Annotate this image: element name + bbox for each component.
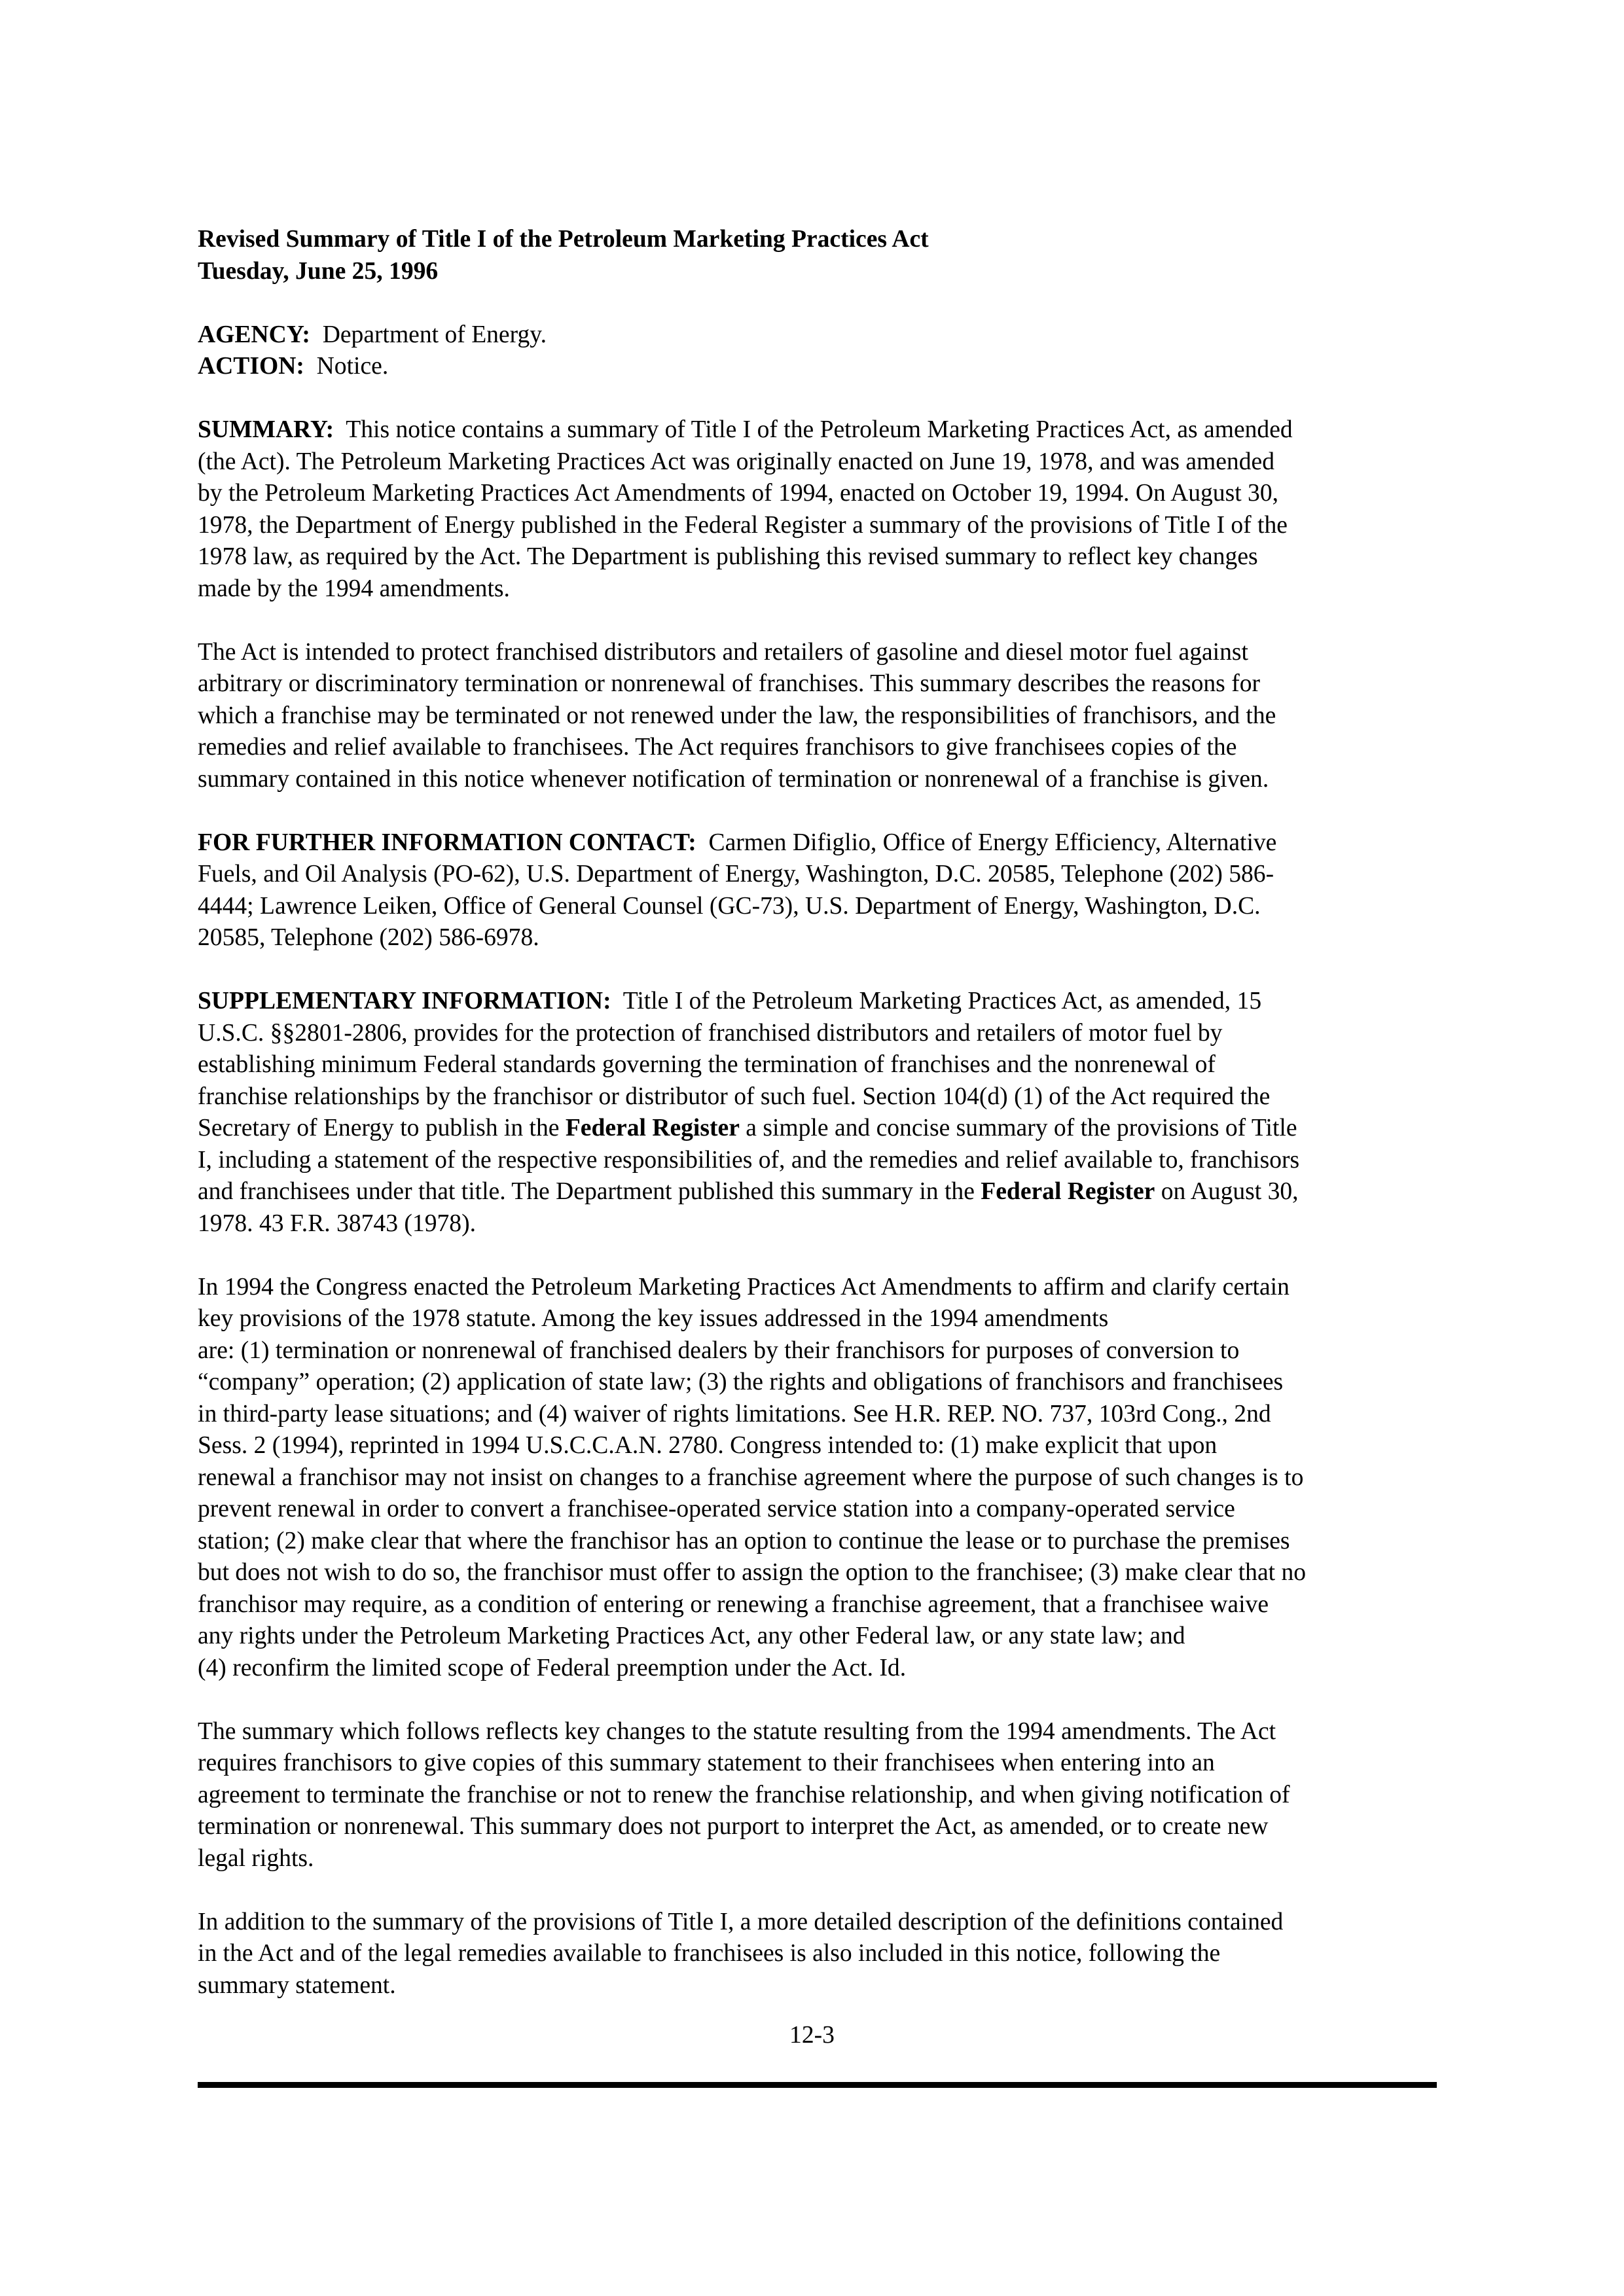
supplementary-line: 1978. 43 F.R. 38743 (1978). — [198, 1210, 476, 1237]
federal-register-emphasis: Federal Register — [981, 1178, 1155, 1205]
supplementary-label: SUPPLEMENTARY INFORMATION: — [198, 988, 611, 1014]
text-run: on August 30, — [1155, 1178, 1299, 1205]
paragraph-line: summary contained in this notice whenever notification of termination or nonrenewal of a franchise is given. — [198, 765, 1269, 793]
supplementary-line: establishing minimum Federal standards governing the termination of franchises and the nonrenewal of — [198, 1051, 1216, 1078]
paragraph-line: remedies and relief available to franchisees. The Act requires franchisors to give franchisees copies of the — [198, 734, 1237, 761]
paragraph-line: arbitrary or discriminatory termination or nonrenewal of franchises. This summary describes the reasons for — [198, 670, 1261, 697]
paragraph-line: The summary which follows reflects key changes to the statute resulting from the 1994 amendments. The Act — [198, 1717, 1276, 1745]
supplementary-line: I, including a statement of the respective responsibilities of, and the remedies and relief available to, franchisors — [198, 1146, 1300, 1174]
text-run: a simple and concise summary of the provisions of Title — [739, 1115, 1297, 1141]
document-title: Revised Summary of Title I of the Petroleum Marketing Practices Act — [198, 226, 929, 253]
paragraph-line: Sess. 2 (1994), reprinted in 1994 U.S.C.C.A.N. 2780. Congress intended to: (1) make explicit that upon — [198, 1432, 1218, 1459]
agency-value: Department of Energy. — [322, 321, 547, 348]
document-body — [198, 224, 1438, 2001]
agency-line — [198, 319, 1438, 351]
supplementary-section — [198, 986, 1438, 1240]
paragraph-line: termination or nonrenewal. This summary does not purport to interpret the Act, as amended, or to create new — [198, 1813, 1269, 1840]
paragraph-line: In 1994 the Congress enacted the Petroleum Marketing Practices Act Amendments to affirm and clarify certain — [198, 1273, 1290, 1300]
paragraph-line: legal rights. — [198, 1844, 314, 1872]
spacer — [198, 795, 1438, 827]
paragraph-line: summary statement. — [198, 1971, 396, 1999]
summary-line: (the Act). The Petroleum Marketing Practices Act was originally enacted on June 19, 1978, and was amended — [198, 448, 1274, 475]
text-run: Secretary of Energy to publish in the — [198, 1115, 566, 1141]
contact-text: Carmen Difiglio, Office of Energy Efficiency, Alternative — [708, 829, 1277, 856]
paragraph-line: franchisor may require, as a condition of entering or renewing a franchise agreement, that a franchisee waive — [198, 1590, 1269, 1618]
supplementary-line — [198, 1113, 1438, 1145]
paragraph-line: In addition to the summary of the provisions of Title I, a more detailed description of the definitions contained — [198, 1908, 1284, 1935]
paragraph-line: in third-party lease situations; and (4) waiver of rights limitations. See H.R. REP. NO. 737, 103rd Cong., 2nd — [198, 1400, 1271, 1427]
action-value: Notice. — [316, 353, 389, 380]
spacer — [198, 287, 1438, 319]
supplementary-line — [198, 1176, 1438, 1208]
paragraph-line: (4) reconfirm the limited scope of Federal preemption under the Act. Id. — [198, 1654, 907, 1681]
paragraph-line: key provisions of the 1978 statute. Among the key issues addressed in the 1994 amendments — [198, 1305, 1109, 1332]
summary-line: made by the 1994 amendments. — [198, 575, 510, 602]
summary-line: 1978, the Department of Energy published in the Federal Register a summary of the provisions of Title I of the — [198, 511, 1288, 539]
paragraph-line: “company” operation; (2) application of state law; (3) the rights and obligations of franchisors and franchisees — [198, 1369, 1284, 1395]
paragraph-line: any rights under the Petroleum Marketing Practices Act, any other Federal law, or any state law; and — [198, 1623, 1185, 1649]
agency-label: AGENCY: — [198, 321, 310, 348]
spacer — [198, 1874, 1438, 1907]
paragraph-line: requires franchisors to give copies of this summary statement to their franchisees when entering into an — [198, 1749, 1215, 1776]
summary-text: This notice contains a summary of Title I of the Petroleum Marketing Practices Act, as amended — [346, 416, 1293, 443]
contact-line: 4444; Lawrence Leiken, Office of General Counsel (GC-73), U.S. Department of Energy, Washington, D.C. — [198, 892, 1261, 920]
congress-paragraph — [198, 1272, 1438, 1685]
summary-line: by the Petroleum Marketing Practices Act Amendments of 1994, enacted on October 19, 1994. On August 30, — [198, 480, 1279, 507]
spacer — [198, 383, 1438, 415]
supplementary-line — [198, 986, 1438, 1018]
supplementary-line: U.S.C. §§2801-2806, provides for the protection of franchised distributors and retailers of motor fuel by — [198, 1019, 1223, 1047]
document-date: Tuesday, June 25, 1996 — [198, 257, 439, 285]
spacer — [198, 954, 1438, 986]
paragraph-line: are: (1) termination or nonrenewal of franchised dealers by their franchisors for purposes of conversion to — [198, 1336, 1240, 1364]
footer-rule — [198, 2082, 1437, 2088]
summary-label: SUMMARY: — [198, 416, 334, 443]
contact-line — [198, 827, 1438, 859]
addition-paragraph — [198, 1907, 1438, 2002]
spacer — [198, 1240, 1438, 1272]
paragraph-line: The Act is intended to protect franchised distributors and retailers of gasoline and diesel motor fuel against — [198, 638, 1248, 666]
follows-paragraph — [198, 1716, 1438, 1875]
summary-line: 1978 law, as required by the Act. The Department is publishing this revised summary to reflect key changes — [198, 543, 1258, 570]
spacer — [198, 605, 1438, 637]
intent-paragraph — [198, 637, 1438, 796]
spacer — [198, 1684, 1438, 1716]
paragraph-line: prevent renewal in order to convert a franchisee-operated service station into a company-operated service — [198, 1496, 1235, 1522]
supplementary-line: franchise relationships by the franchisor or distributor of such fuel. Section 104(d) (1) of the Act required the — [198, 1083, 1271, 1110]
paragraph-line: renewal a franchisor may not insist on changes to a franchise agreement where the purpose of such changes is to — [198, 1463, 1304, 1491]
summary-line — [198, 414, 1438, 446]
paragraph-line: but does not wish to do so, the franchisor must offer to assign the option to the franchisee; (3) make clear that no — [198, 1559, 1307, 1586]
contact-label: FOR FURTHER INFORMATION CONTACT: — [198, 829, 696, 856]
contact-line: Fuels, and Oil Analysis (PO-62), U.S. Department of Energy, Washington, D.C. 20585, Telephone (202) 586- — [198, 861, 1274, 888]
paragraph-line: agreement to terminate the franchise or not to renew the franchise relationship, and when giving notification of — [198, 1781, 1290, 1808]
action-line — [198, 351, 1438, 383]
supplementary-text: Title I of the Petroleum Marketing Practices Act, as amended, 15 — [623, 988, 1262, 1014]
paragraph-line: which a franchise may be terminated or not renewed under the law, the responsibilities of franchisors, and the — [198, 702, 1276, 729]
contact-line: 20585, Telephone (202) 586-6978. — [198, 924, 539, 951]
action-label: ACTION: — [198, 353, 304, 380]
contact-section — [198, 827, 1438, 954]
page-number: 12-3 — [789, 2022, 835, 2049]
paragraph-line: station; (2) make clear that where the franchisor has an option to continue the lease or to purchase the premises — [198, 1527, 1290, 1554]
paragraph-line: in the Act and of the legal remedies available to franchisees is also included in this notice, following the — [198, 1940, 1221, 1967]
text-run: and franchisees under that title. The Department published this summary in the — [198, 1178, 981, 1205]
summary-section — [198, 414, 1438, 605]
federal-register-emphasis: Federal Register — [565, 1115, 740, 1141]
